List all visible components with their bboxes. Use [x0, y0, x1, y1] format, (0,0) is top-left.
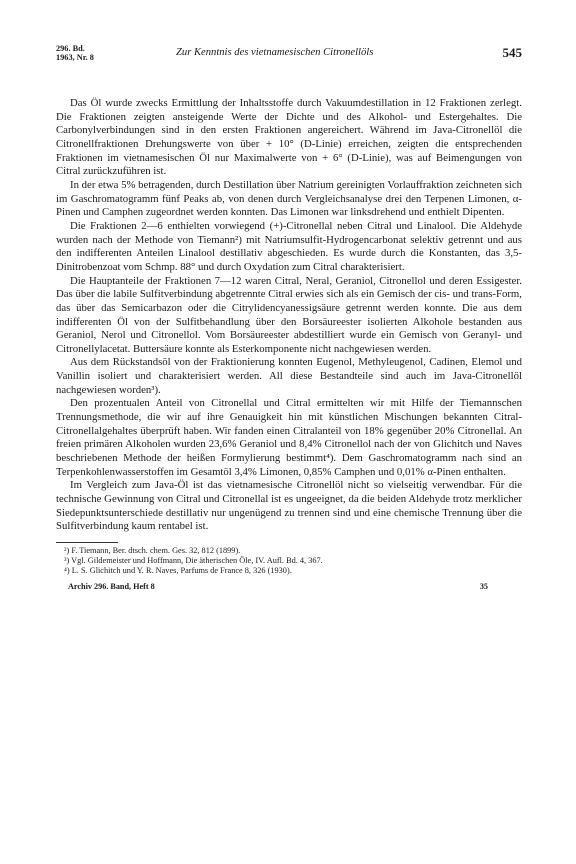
- running-header: [56, 44, 522, 72]
- footnote: ³) Vgl. Gildemeister und Hoffmann, Die ätherischen Öle, IV. Aufl. Bd. 4, 367.: [64, 556, 323, 565]
- paragraph: Die Hauptanteile der Fraktionen 7—12 waren Citral, Neral, Geraniol, Citronellol und deren Essigester. Das über die labile Sulfitverbindung abgetrennte Citral erwies sich als ein Gemisch der cis- und trans-Form, das über das Semicarbazon oder die Citrylidencyanessigsäure getrennt werden konnte. Die aus dem indifferenten Öl von der Sulfitbehandlung über den Borsäureester isolierten Alkohole bestanden aus Geraniol, Nerol und Citronellol. Vom Borsäureester abdestilliert wurde ein Gemisch von Geranyl- und Citronellylacetat. Buttersäure konnte als Esterkomponente nicht nachgewiesen werden.: [56, 274, 522, 355]
- journal-issue: 1963, Nr. 8: [56, 53, 94, 62]
- footnotes: [56, 546, 522, 576]
- paragraph: Aus dem Rückstandsöl von der Fraktionierung konnten Eugenol, Methyleugenol, Cadinen, Elemol und Vanillin isoliert und charakterisiert werden. All diese Bestandteile sind auch im Java-Citronellöl nachgewiesen worden³).: [56, 356, 522, 396]
- paragraph: Die Fraktionen 2—6 enthielten vorwiegend (+)-Citronellal neben Citral und Linalool. Die Aldehyde wurden nach der Methode von Tiemann²) mit Natriumsulfit-Hydrogencarbonat selektiv getrennt und aus den indifferenten Anteilen Linalool destillativ abgeschieden. Es wurde durch die Konstanten, das 3,5-Dinitrobenzoat vom Schmp. 88° und durch Oxydation zum Citral charakterisiert.: [56, 219, 522, 273]
- page-number: 545: [502, 45, 522, 60]
- article-body: [56, 97, 522, 534]
- signature-mark: 35: [479, 582, 488, 591]
- footnote-divider: [56, 542, 118, 543]
- running-title: Zur Kenntnis des vietnamesischen Citronellöls: [176, 47, 374, 58]
- paragraph: In der etwa 5% betragenden, durch Destillation über Natrium gereinigten Vorlauffraktion zeichneten sich im Gaschromatogramm fünf Peaks ab, von denen durch Vergleichsanalyse drei den Terpenen Limonen, α-Pinen und Camphen zugeordnet werden konnten. Das Limonen war linksdrehend und enthielt Dipenten.: [56, 178, 522, 219]
- footnote: ²) F. Tiemann, Ber. dtsch. chem. Ges. 32, 812 (1899).: [64, 546, 241, 555]
- journal-reference: [56, 44, 94, 62]
- footnote: ⁴) L. S. Glichitch und Y. R. Naves, Parfums de France 8, 326 (1930).: [64, 566, 292, 575]
- page-footer: [56, 582, 522, 596]
- paragraph: Das Öl wurde zwecks Ermittlung der Inhaltsstoffe durch Vakuumdestillation in 12 Fraktionen zerlegt. Die Fraktionen zeigten ansteigende Werte der Dichte und des Alkohol- und Estergehaltes. Die Carbonylverbindungen sind in den ersten Fraktionen angereichert. Während im Java-Citronellöl die Citronellfraktionen Drehungswerte von über + 10° (D-Linie) erreichen, zeigten die entsprechenden Fraktionen im vietnamesischen Öl nur Maximalwerte von + 6° (D-Linie), was auf Beimengungen von Citral zurückzuführen ist.: [56, 97, 522, 178]
- paragraph: Den prozentualen Anteil von Citronellal und Citral ermittelten wir mit Hilfe der Tiemannschen Trennungsmethode, die wir auf ihre Genauigkeit hin mit künstlichen Mischungen bekannten Citral-Citronellalgehaltes überprüft haben. Wir fanden einen Citralanteil von 18% gegenüber 20% Citronellal. An freien primären Alkoholen wurden 23,6% Geraniol und 8,4% Citronellol nach der von Glichitch und Naves beschriebenen Methode der heißen Formylierung bestimmt⁴). Dem Gaschromatogramm nach sind an Terpenkohlenwasserstoffen im Gesamtöl 3,4% Limonen, 0,85% Camphen und 0,01% α-Pinen enthalten.: [56, 397, 522, 478]
- journal-volume: 296. Bd.: [56, 44, 85, 53]
- journal-page: [56, 44, 522, 596]
- footer-journal-info: Archiv 296. Band, Heft 8: [68, 582, 155, 591]
- paragraph: Im Vergleich zum Java-Öl ist das vietnamesische Citronellöl nicht so vielseitig verwendbar. Für die technische Gewinnung von Citral und Citronellal ist es ungeeignet, da die beiden Aldehyde trotz merklicher Siedepunktsunterschiede destillativ nur ungenügend zu trennen sind und eine chemische Trennung über die Sulfitverbindung kaum rentabel ist.: [56, 479, 522, 533]
